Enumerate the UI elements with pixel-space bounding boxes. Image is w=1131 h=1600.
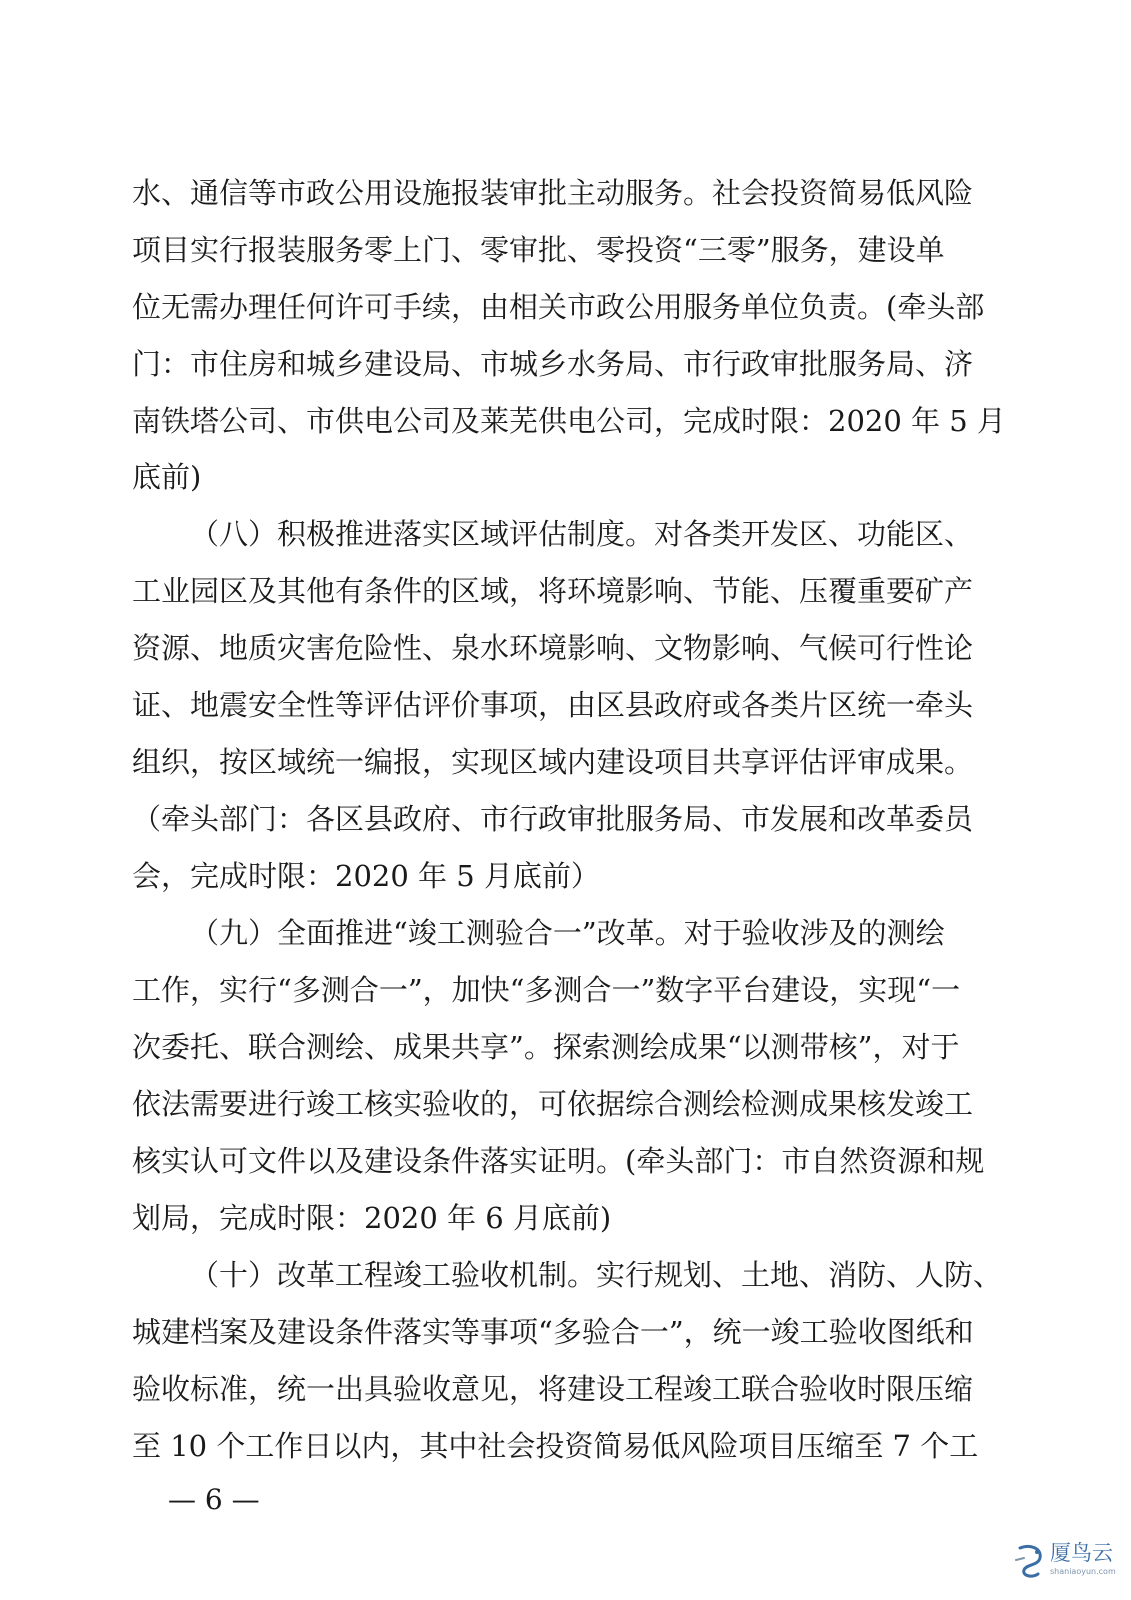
watermark-url: shaniaoyun.com [1050,1567,1116,1576]
text-line [0,457,1131,497]
text-line [0,344,1131,384]
text-line [0,1198,1131,1238]
text-line-content: 核实认可文件以及建设条件落实证明。(牵头部门：市自然资源和规 [132,1144,985,1178]
text-line [0,913,1131,953]
text-line [0,1027,1131,1067]
paragraph-heading-8: （八）积极推进落实区域评估制度。对各类开发区、功能区、 [190,517,974,551]
text-line [0,1312,1131,1352]
text-line [0,1426,1131,1466]
text-line-content: 南铁塔公司、市供电公司及莱芜供电公司，完成时限：2020 年 5 月 [132,404,1006,438]
watermark-name: 厦鸟云 [1050,1541,1113,1565]
text-line [0,287,1131,327]
text-line [0,856,1131,896]
text-line-content: 资源、地质灾害危险性、泉水环境影响、文物影响、气候可行性论 [132,631,974,665]
text-line [0,742,1131,782]
text-line-content: 水、通信等市政公用设施报装审批主动服务。社会投资简易低风险 [132,176,974,210]
text-line [0,685,1131,725]
text-line-content: 项目实行报装服务零上门、零审批、零投资“三零”服务，建设单 [132,233,945,267]
text-line-content: 工业园区及其他有条件的区域，将环境影响、节能、压覆重要矿产 [132,574,974,608]
text-line [0,799,1131,839]
text-line-content: 验收标准，统一出具验收意见，将建设工程竣工联合验收时限压缩 [132,1372,974,1406]
text-line-content: 划局，完成时限：2020 年 6 月底前) [132,1201,612,1235]
watermark [1012,1534,1124,1586]
text-line [0,1255,1131,1295]
text-line [0,1141,1131,1181]
text-line-content: 位无需办理任何许可手续，由相关市政公用服务单位负责。(牵头部 [132,290,985,324]
paragraph-heading-9: （九）全面推进“竣工测验合一”改革。对于验收涉及的测绘 [190,916,945,950]
text-line-content: 证、地震安全性等评估评价事项，由区县政府或各类片区统一牵头 [132,688,974,722]
text-line-content: 次委托、联合测绘、成果共享”。探索测绘成果“以测带核”，对于 [132,1030,960,1064]
text-line-content: 组织，按区域统一编报，实现区域内建设项目共享评估评审成果。 [132,745,974,779]
text-line [0,1369,1131,1409]
text-line-content: （牵头部门：各区县政府、市行政审批服务局、市发展和改革委员 [132,802,974,836]
text-line-content: 至 10 个工作日以内，其中社会投资简易低风险项目压缩至 7 个工 [132,1429,979,1463]
text-line [0,514,1131,554]
bird-logo-icon [1012,1540,1050,1582]
text-line [0,401,1131,441]
text-line [0,230,1131,270]
text-line-content: 门：市住房和城乡建设局、市城乡水务局、市行政审批服务局、济 [132,347,974,381]
text-line [0,571,1131,611]
text-line [0,1084,1131,1124]
text-line [0,628,1131,668]
paragraph-heading-10: （十）改革工程竣工验收机制。实行规划、土地、消防、人防、 [190,1258,1003,1292]
text-line [0,970,1131,1010]
page-number: — 6 — [168,1483,260,1516]
text-line-content: 城建档案及建设条件落实等事项“多验合一”，统一竣工验收图纸和 [132,1315,974,1349]
text-line-content: 依法需要进行竣工核实验收的，可依据综合测绘检测成果核发竣工 [132,1087,974,1121]
text-line-content: 工作，实行“多测合一”，加快“多测合一”数字平台建设，实现“一 [132,973,961,1007]
text-line-content: 会，完成时限：2020 年 5 月底前） [132,859,600,893]
text-line [0,173,1131,213]
text-line-content: 底前) [132,460,202,494]
